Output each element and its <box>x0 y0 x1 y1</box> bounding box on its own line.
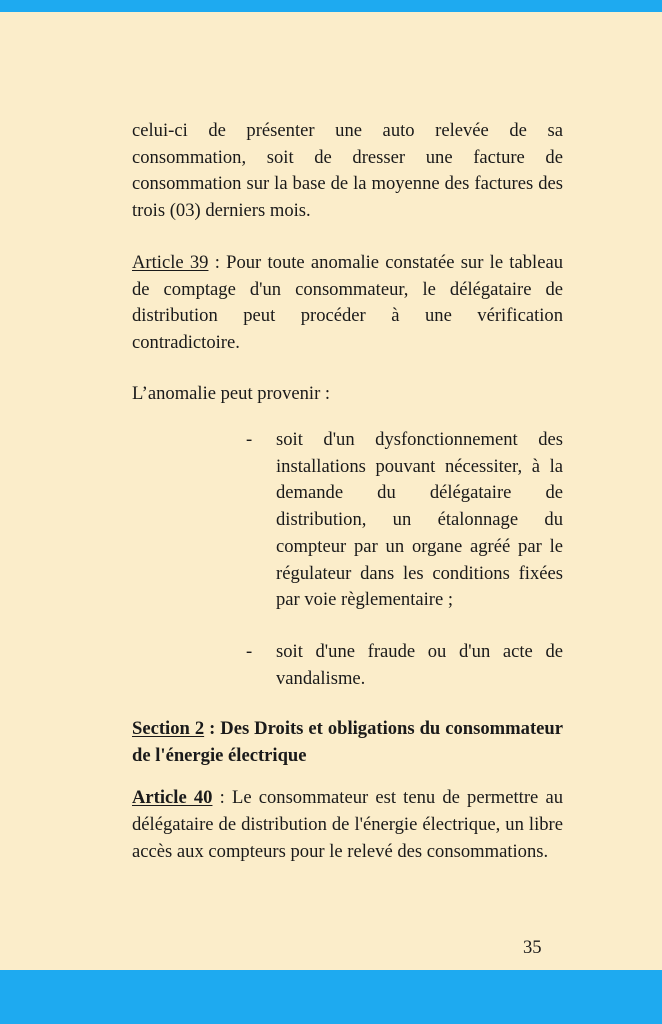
list-item <box>246 639 563 692</box>
article-39-text: : Pour toute anomalie constatée sur le tableau de comptage d'un consommateur, le délégataire de distribution peut procéder à une vérification contradictoire. <box>132 251 563 353</box>
list-bullet: - <box>246 429 253 450</box>
bottom-accent-bar <box>0 970 662 1024</box>
article-39-label: Article 39 <box>132 251 209 273</box>
section-2-label: Section 2 <box>132 718 205 739</box>
list-item-text: soit d'un dysfonctionnement des installations pouvant nécessiter, à la demande du délégataire de distribution, un étalonnage du compteur par un organe agréé par le régulateur dans les conditions fixées par voie règlementaire ; <box>276 429 563 611</box>
article-40 <box>132 785 563 865</box>
page-number: 35 <box>523 937 542 958</box>
article-40-label: Article 40 <box>132 787 213 809</box>
list-item-text: soit d'une fraude ou d'un acte de vandalisme. <box>276 640 563 689</box>
list-item <box>246 427 563 614</box>
document-page-body <box>132 118 563 407</box>
section-2-heading <box>132 716 563 769</box>
section-2-title: : Des Droits et obligations du consommateur de l'énergie électrique <box>132 718 563 766</box>
article-39 <box>132 250 563 357</box>
article-40-text: : Le consommateur est tenu de permettre au délégataire de distribution de l'énergie électrique, un libre accès aux compteurs pour le relevé des consommations. <box>132 787 563 862</box>
top-accent-bar <box>0 0 662 12</box>
section-block <box>132 716 563 866</box>
anomaly-list <box>246 427 563 692</box>
paragraph-continuation: celui-ci de présenter une auto relevée de sa consommation, soit de dresser une facture de consommation sur la base de la moyenne des factures des trois (03) derniers mois. <box>132 120 563 222</box>
anomaly-intro: L’anomalie peut provenir : <box>132 382 331 404</box>
list-bullet: - <box>246 640 253 662</box>
